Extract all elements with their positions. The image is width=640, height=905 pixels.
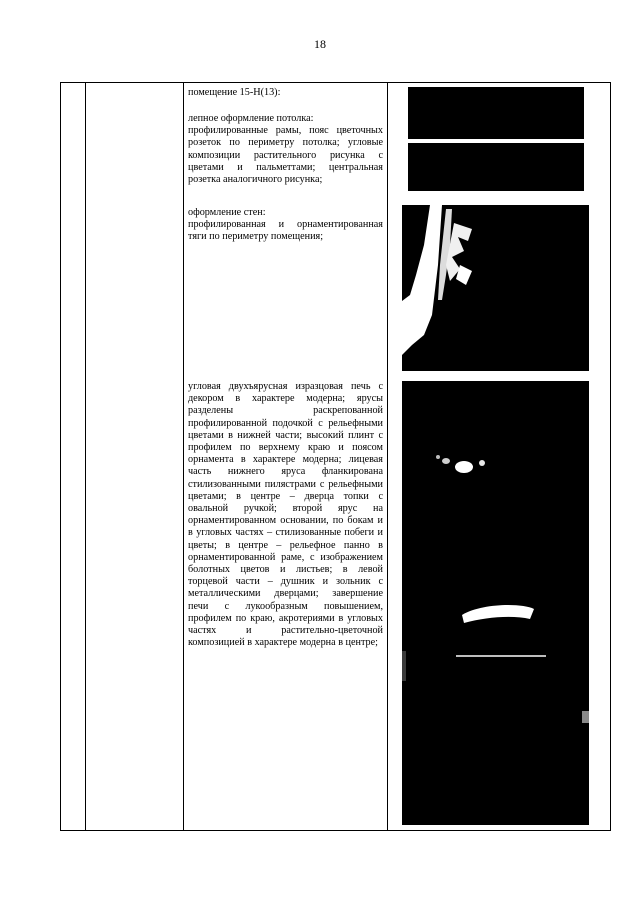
wall-decoration-title: оформление стен:: [188, 207, 266, 218]
wall-decoration-block: [188, 207, 383, 244]
ceiling-photo-top: [408, 87, 584, 139]
ceiling-photo-bottom: [408, 143, 584, 191]
ceiling-decoration-block: [188, 113, 383, 186]
tiled-stove-photo: [402, 381, 589, 825]
column-divider-1: [85, 83, 86, 830]
monument-table: [60, 82, 611, 831]
stove-description-block: [188, 381, 383, 649]
ceiling-decoration-text: профилированные рамы, пояс цветочных розеток по периметру потолка; угловые композиции растительного рисунка с цветами и пальметтами; центральная розетка аналогичного рисунка;: [188, 125, 383, 186]
wall-cornice-photo: [402, 205, 589, 371]
column-divider-3: [387, 83, 388, 830]
column-divider-2: [183, 83, 184, 830]
ceiling-decoration-title: лепное оформление потолка:: [188, 113, 314, 124]
room-heading: помещение 15-Н(13):: [188, 87, 281, 98]
page-number: 18: [314, 37, 326, 51]
wall-decoration-text: профилированная и орнаментированная тяги по периметру помещения;: [188, 219, 383, 243]
stove-description-text: угловая двухъярусная изразцовая печь с декором в характере модерна; ярусы разделены раскрепованной профилированной подочкой с рельефными цветами в нижней части; высокий плинт с профилем по верхнему краю и поясом орнамента в характере модерна; лицевая часть нижнего яруса фланкирована стилизованными пилястрами с рельефными цветами; в центре – дверца топки с овальной ручкой; второй ярус на орнаментированном основании, по бокам и в угловых частях – стилизованные побеги и цветы; в центре – рельефное панно в орнаментированной раме, с изображением болотных цветов и листьев; в левой торцевой части – душник и зольник с металлическими дверцами; завершение печи с лукообразным повышением, профилем по краю, акротериями в угловых частях и растительно-цветочной композицией в характере модерна в центре;: [188, 381, 383, 649]
